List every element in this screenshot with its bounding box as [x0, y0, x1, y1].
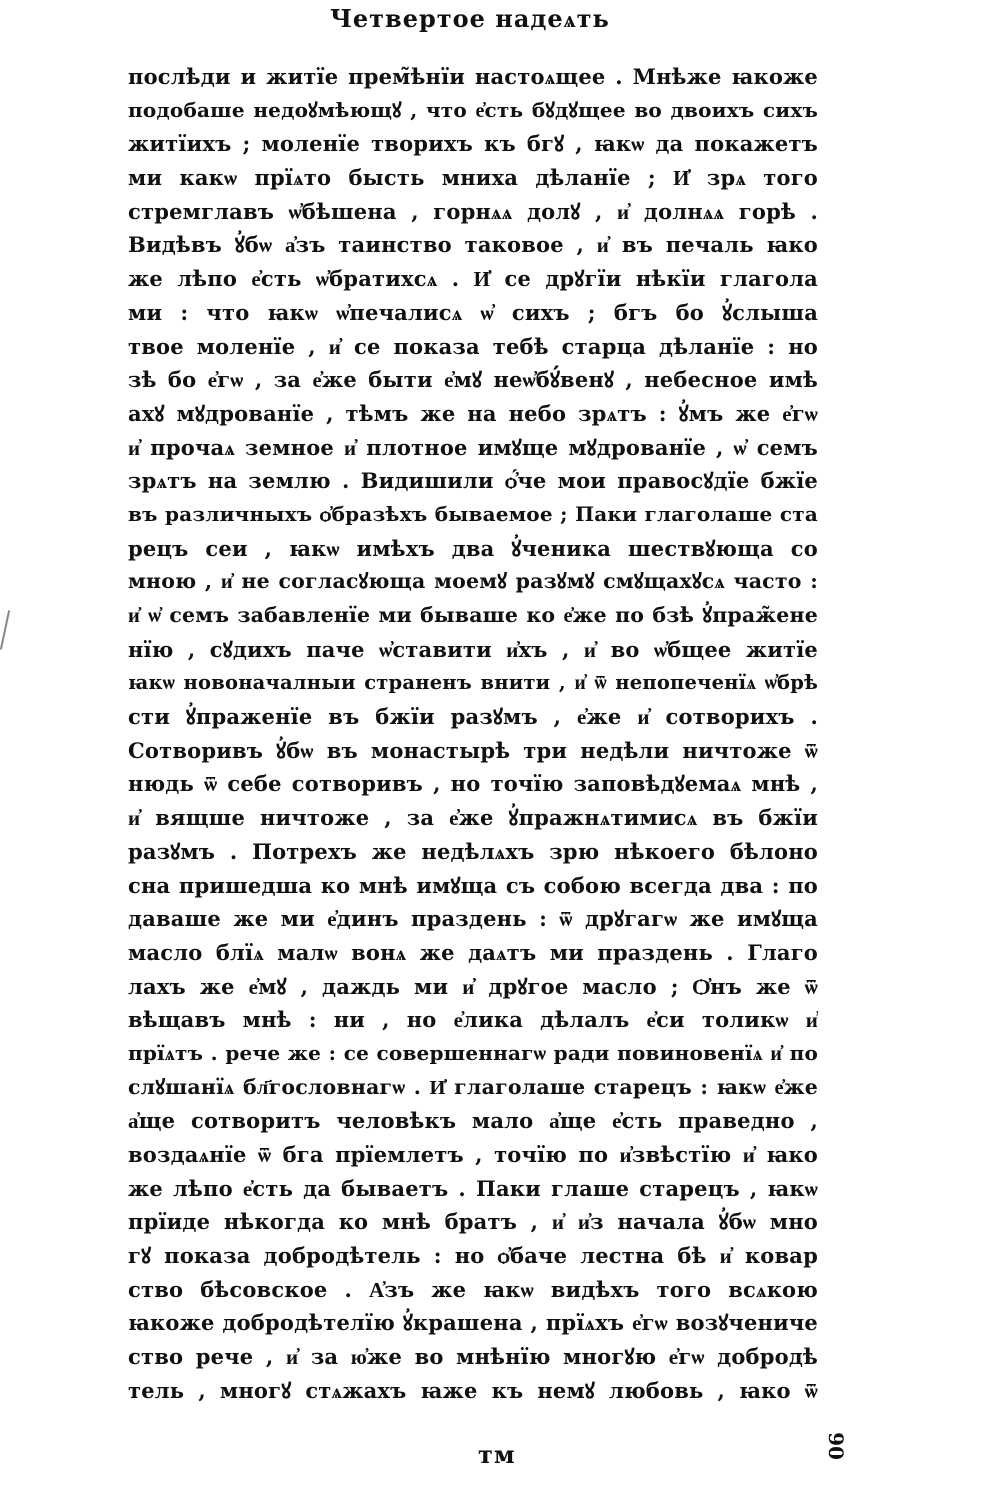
text-line: же лѣпо е҆сть ѡ҆братихсѧ . И҆ се дрꙋгїи нѣкїи глагола [128, 266, 818, 292]
text-line: зрѧтъ на землю . Видишили ѻ҆́че мои правосꙋдїе бжїе [128, 468, 818, 494]
text-line: послѣди и житїе прем̃ѣнїи настоѧщее . Мнѣже ꙗкоже [128, 64, 818, 89]
text-line: ꙗкѡ новоначалныи страненъ внити , и҆ ѿ непопеченїѧ ѡ҆брѣ [128, 671, 818, 695]
text-line: и҆ ѡ҆ семъ забавленїе ми бываше ко е҆же по бзѣ ꙋ҆праж̃ене [128, 603, 818, 627]
text-line: ахꙋ мꙋдрованїе , тѣмъ же на небо зрѧтъ : ꙋ҆мъ же е҆гѡ [128, 400, 818, 426]
body-text [128, 60, 818, 1408]
text-line: мною , и҆ не согласꙋюща моемꙋ разꙋмꙋ смꙋщахꙋсѧ часто : [128, 569, 818, 594]
folio-signature: тм [478, 1440, 516, 1469]
text-line: въ различныхъ ѻ҆бразѣхъ бываемое ; Паки глаголаше ста [128, 501, 818, 526]
margin-mark [0, 610, 10, 650]
text-line: тель , многꙋ стѧжахъ ꙗже къ немꙋ любовь , ꙗко ѿ [128, 1377, 818, 1403]
text-line: и҆ вящше ничтоже , за е҆же ꙋ҆пражнѧтимисѧ въ бжїи [128, 805, 818, 831]
text-line: и҆ прочаѧ земное и҆ плотное имꙋще мꙋдрованїе , ѡ҆ семъ [128, 434, 818, 460]
text-line: гꙋ показа добродѣтель : но ѻ҆баче лестна бѣ и҆ ковар [128, 1243, 818, 1269]
text-line: твое моленїе , и҆ се показа тебѣ старца дѣланїе : но [128, 333, 818, 359]
text-line: рецъ сеи , ꙗкѡ имѣхъ два ꙋ҆ченика шествꙋюща со [128, 535, 818, 561]
page-number-stamp: 90 [823, 1432, 848, 1460]
text-line: прїиде нѣкогда ко мнѣ братъ , и҆ и҆з начала ꙋ҆бѡ мно [128, 1209, 818, 1235]
text-line: масло блїѧ малѡ вонѧ же даѧтъ ми праздень . Глаго [128, 939, 818, 965]
text-line: ство бѣсовское . А҆зъ же ꙗкѡ видѣхъ того всѧкою [128, 1276, 818, 1302]
text-line: сти ꙋ҆праженїе въ бжїи разꙋмъ , е҆же и҆ сотворихъ . [128, 704, 818, 730]
text-line: даваше же ми е҆динъ праздень : ѿ дрꙋгагѡ же имꙋща [128, 906, 818, 932]
text-line: а҆ще сотворитъ человѣкъ мало а҆ще е҆сть праведно , [128, 1108, 818, 1134]
text-line: ми какѡ прїѧто бысть мниха дѣланїе ; И҆ зрѧ того [128, 165, 818, 191]
text-line: ство рече , и҆ за ю҆же во мнѣнїю многꙋю е҆гѡ добродѣ [128, 1344, 818, 1370]
text-line: прїѧтъ . рече же : се совершеннагѡ ради повиновенїѧ и҆ по [128, 1040, 818, 1065]
text-line: вѣщавъ мнѣ : ни , но е҆лика дѣлалъ е҆си толикѡ и҆ [128, 1007, 818, 1033]
text-line: ꙗкоже добродѣтелїю ꙋ҆крашена , прїѧхъ е҆гѡ возꙋчениче [128, 1310, 818, 1336]
text-line: житїихъ ; моленїе творихъ къ бгꙋ , ꙗкѡ да покажетъ [128, 131, 818, 157]
text-line: же лѣпо е҆сть да бываетъ . Паки глаше старецъ , ꙗкѡ [128, 1175, 818, 1201]
text-line: Сотворивъ ꙋ҆бѡ въ монастырѣ три недѣли ничтоже ѿ [128, 737, 818, 763]
text-line: воздаѧнїе ѿ бга прїемлетъ , точїю по и҆звѣстїю и҆ ꙗко [128, 1142, 818, 1167]
text-line: лахъ же е҆мꙋ , даждь ми и҆ дрꙋгое масло ; Ѻ҆нъ же ѿ [128, 973, 818, 999]
text-line: ми : что ꙗкѡ ѡ҆печалисѧ ѡ҆ сихъ ; бгъ бо ꙋ҆слыша [128, 299, 818, 325]
text-line: стремглавъ ѡ҆бѣшена , горнѧѧ долꙋ , и҆ долнѧѧ горѣ . [128, 198, 818, 224]
text-line: нїю , сꙋдихъ паче ѡ҆ставити и҆хъ , и҆ во ѡ҆бщее житїе [128, 636, 818, 662]
text-line: слꙋшанїѧ бл҃гословнагѡ . И҆ глаголаше старецъ : ꙗкѡ е҆же [128, 1074, 818, 1099]
text-line: сна пришедша ко мнѣ имꙋща съ собою всегда два : по [128, 872, 818, 898]
running-title: Четвертое надеѧть [330, 4, 610, 33]
text-line: подобаше недоꙋмѣющꙋ , что е҆сть бꙋдꙋщее во двоихъ сихъ [128, 97, 818, 122]
text-line: разꙋмъ . Потрехъ же недѣлѧхъ зрю нѣкоего бѣлоно [128, 838, 818, 864]
text-line: Видѣвъ ꙋ҆бѡ а҆зъ таинство таковое , и҆ въ печаль ꙗко [128, 232, 818, 258]
text-line: зѣ бо е҆гѡ , за е҆же быти е҆мꙋ неѡ҆бꙋ́венꙋ , небесное имѣ [128, 367, 818, 393]
text-line: нюдь ѿ себе сотворивъ , но точїю заповѣдꙋемаѧ мнѣ , [128, 771, 818, 797]
